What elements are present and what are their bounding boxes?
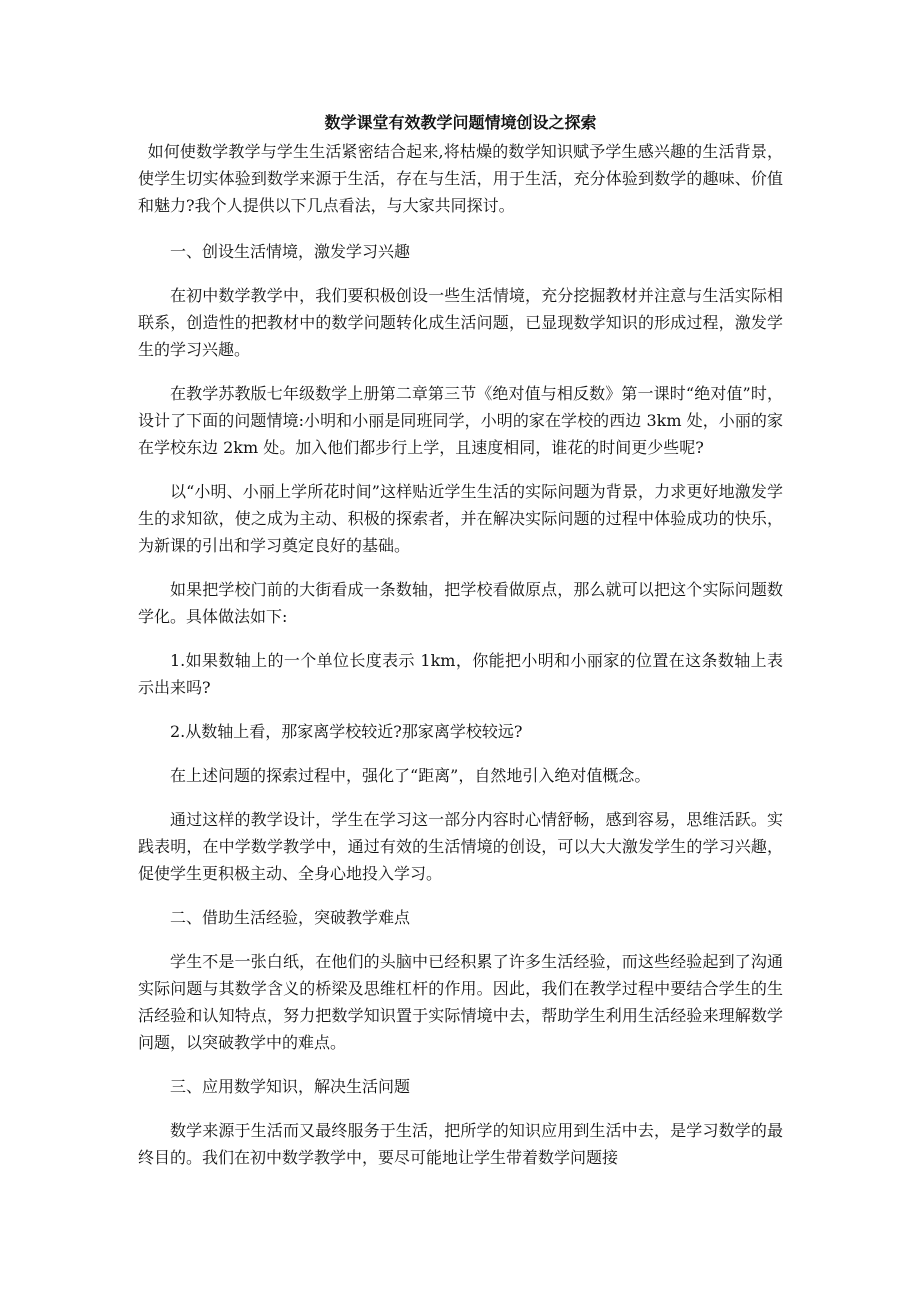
section-1-paragraph-2: 在教学苏教版七年级数学上册第二章第三节《绝对值与相反数》第一课时“绝对值”时，设计了下面的问题情境:小明和小丽是同班同学，小明的家在学校的西边 3km 处，小丽的家在学校东边 2km 处。加入他们都步行上学，且速度相同，谁花的时间更少些呢? (138, 384, 783, 457)
section-1-paragraph-5: 在上述问题的探索过程中，强化了“距离”，自然地引入绝对值概念。 (170, 766, 651, 785)
section-1-paragraph-1: 在初中数学教学中，我们要积极创设一些生活情境，充分挖掘教材并注意与生活实际相联系，创造性的把教材中的数学问题转化成生活问题，已显现数学知识的形成过程，激发学生的学习兴趣。 (138, 286, 783, 359)
document-title: 数学课堂有效教学问题情境创设之探索 (324, 113, 597, 132)
intro-paragraph: 如何使数学教学与学生生活紧密结合起来,将枯燥的数学知识赋予学生感兴趣的生活背景，使学生切实体验到数学来源于生活，存在与生活，用于生活，充分体验到数学的趣味、价值和魅力?我个人提供以下几点看法，与大家共同探讨。 (138, 142, 783, 215)
section-2-heading: 二、借助生活经验，突破教学难点 (170, 908, 411, 927)
section-2-paragraph-1: 学生不是一张白纸，在他们的头脑中已经积累了许多生活经验，而这些经验起到了沟通实际问题与其数学含义的桥梁及思维杠杆的作用。因此，我们在教学过程中要结合学生的生活经验和认知特点，努力把数学知识置于实际情境中去，帮助学生利用生活经验来理解数学问题，以突破教学中的难点。 (138, 952, 783, 1052)
section-3-heading: 三、应用数学知识，解决生活问题 (170, 1077, 411, 1096)
section-3-paragraph-1: 数学来源于生活而又最终服务于生活，把所学的知识应用到生活中去，是学习数学的最终目的。我们在初中数学教学中，要尽可能地让学生带着数学问题接 (138, 1121, 783, 1167)
section-1-question-2: 2.从数轴上看，那家离学校较近?那家离学校较远? (170, 722, 523, 741)
section-1-question-1: 1.如果数轴上的一个单位长度表示 1km，你能把小明和小丽家的位置在这条数轴上表示出来吗? (138, 651, 783, 697)
document-page (138, 108, 783, 1188)
section-1-paragraph-4: 如果把学校门前的大街看成一条数轴，把学校看做原点，那么就可以把这个实际问题数学化。具体做法如下: (138, 580, 783, 626)
section-1-paragraph-3: 以“小明、小丽上学所花时间”这样贴近学生生活的实际问题为背景，力求更好地激发学生的求知欲，使之成为主动、积极的探索者，并在解决实际问题的过程中体验成功的快乐，为新课的引出和学习奠定良好的基础。 (138, 482, 783, 555)
section-1-heading: 一、创设生活情境，激发学习兴趣 (170, 242, 411, 261)
section-1-paragraph-6: 通过这样的教学设计，学生在学习这一部分内容时心情舒畅，感到容易，思维活跃。实践表明，在中学数学教学中，通过有效的生活情境的创设，可以大大激发学生的学习兴趣，促使学生更积极主动、全身心地投入学习。 (138, 810, 783, 883)
